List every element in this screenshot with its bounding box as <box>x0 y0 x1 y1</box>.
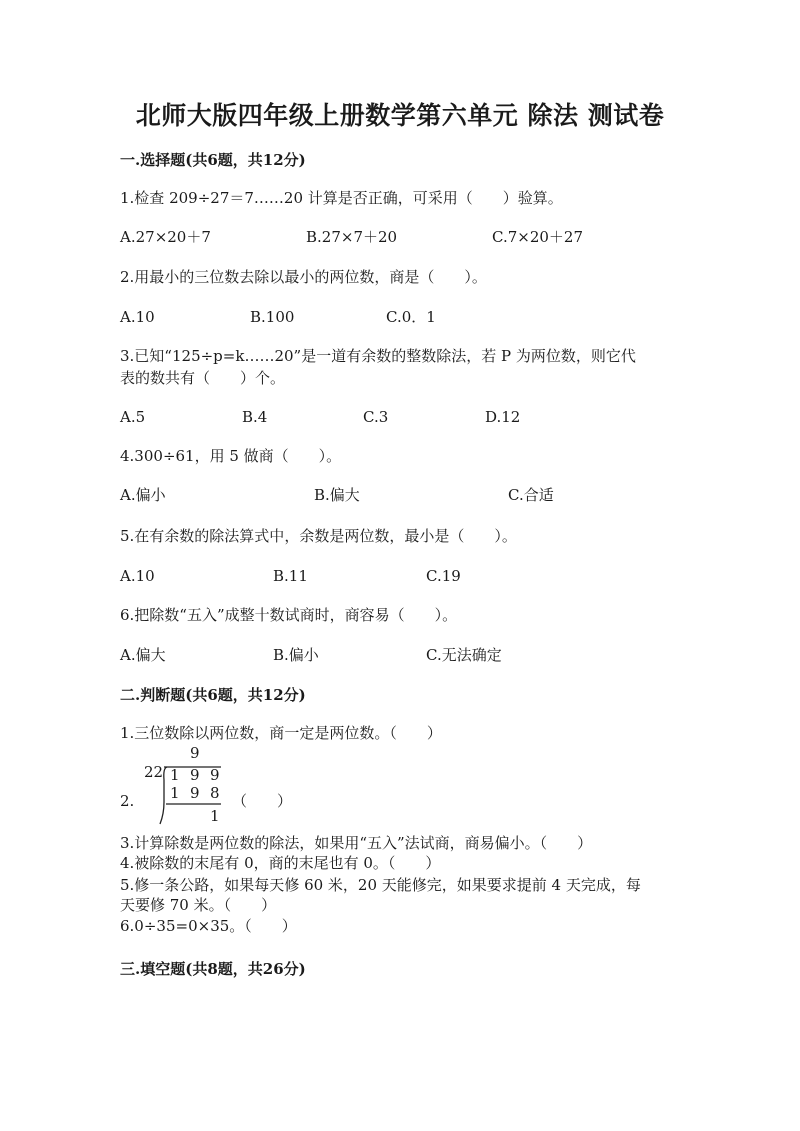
remainder: 1 <box>210 807 220 825</box>
product-digit: 9 <box>190 784 200 802</box>
judgment-5-line2: 天要修 70 米。（ ） <box>120 896 277 914</box>
section-heading-choice: 一.选择题(共6题，共12分) <box>120 151 306 169</box>
option-c: C.0．1 <box>386 308 436 326</box>
long-division-figure <box>120 740 320 830</box>
question-3-line1: 3.已知“125÷p=k……20”是一道有余数的整数除法，若 P 为两位数，则它代 <box>120 347 636 365</box>
judgment-1: 1.三位数除以两位数，商一定是两位数。（ ） <box>120 724 442 742</box>
option-a: A.10 <box>120 567 155 585</box>
question-2: 2.用最小的三位数去除以最小的两位数，商是（ ）。 <box>120 268 487 286</box>
judgment-5-line1: 5.修一条公路，如果每天修 60 米，20 天能修完，如果要求提前 4 天完成，每 <box>120 876 641 894</box>
dividend-digit: 1 <box>170 766 180 784</box>
option-a: A.偏大 <box>120 646 166 664</box>
option-a: A.27×20＋7 <box>120 228 211 246</box>
option-b: B.11 <box>273 567 308 585</box>
option-c: C.19 <box>426 567 461 585</box>
product-digit: 1 <box>170 784 180 802</box>
question-3-line2: 表的数共有（ ）个。 <box>120 369 286 387</box>
divisor: 22 <box>144 763 164 781</box>
option-a: A.10 <box>120 308 155 326</box>
dividend-digit: 9 <box>190 766 200 784</box>
option-a: A.偏小 <box>120 486 166 504</box>
option-b: B.4 <box>242 408 268 426</box>
page-title: 北师大版四年级上册数学第六单元 除法 测试卷 <box>135 101 665 130</box>
judgment-6: 6.0÷35=0×35。（ ） <box>120 917 297 935</box>
question-4: 4.300÷61，用 5 做商（ ）。 <box>120 447 342 465</box>
dividend-digit: 9 <box>210 766 220 784</box>
section-heading-fill-blank: 三.填空题(共8题，共26分) <box>120 960 306 978</box>
option-b: B.偏大 <box>314 486 360 504</box>
question-5: 5.在有余数的除法算式中，余数是两位数，最小是（ ）。 <box>120 527 517 545</box>
option-c: C.3 <box>363 408 389 426</box>
long-division-lines <box>120 740 320 830</box>
product-digit: 8 <box>210 784 220 802</box>
option-c: C.合适 <box>508 486 554 504</box>
judgment-3: 3.计算除数是两位数的除法，如果用“五入”法试商，商易偏小。（ ） <box>120 834 593 852</box>
option-c: C.7×20＋27 <box>492 228 583 246</box>
quotient-digit: 9 <box>190 744 200 762</box>
judgment-2-number: 2. <box>120 792 135 810</box>
option-b: B.100 <box>250 308 295 326</box>
judgment-2-blank: （ ） <box>232 792 293 810</box>
option-a: A.5 <box>120 408 146 426</box>
question-1: 1.检查 209÷27＝7……20 计算是否正确，可采用（ ）验算。 <box>120 189 563 207</box>
question-6: 6.把除数“五入”成整十数试商时，商容易（ ）。 <box>120 606 458 624</box>
judgment-4: 4.被除数的末尾有 0，商的末尾也有 0。（ ） <box>120 854 441 872</box>
section-heading-judgment: 二.判断题(共6题，共12分) <box>120 686 306 704</box>
option-b: B.27×7＋20 <box>306 228 398 246</box>
option-b: B.偏小 <box>273 646 319 664</box>
option-d: D.12 <box>485 408 521 426</box>
option-c: C.无法确定 <box>426 646 502 664</box>
